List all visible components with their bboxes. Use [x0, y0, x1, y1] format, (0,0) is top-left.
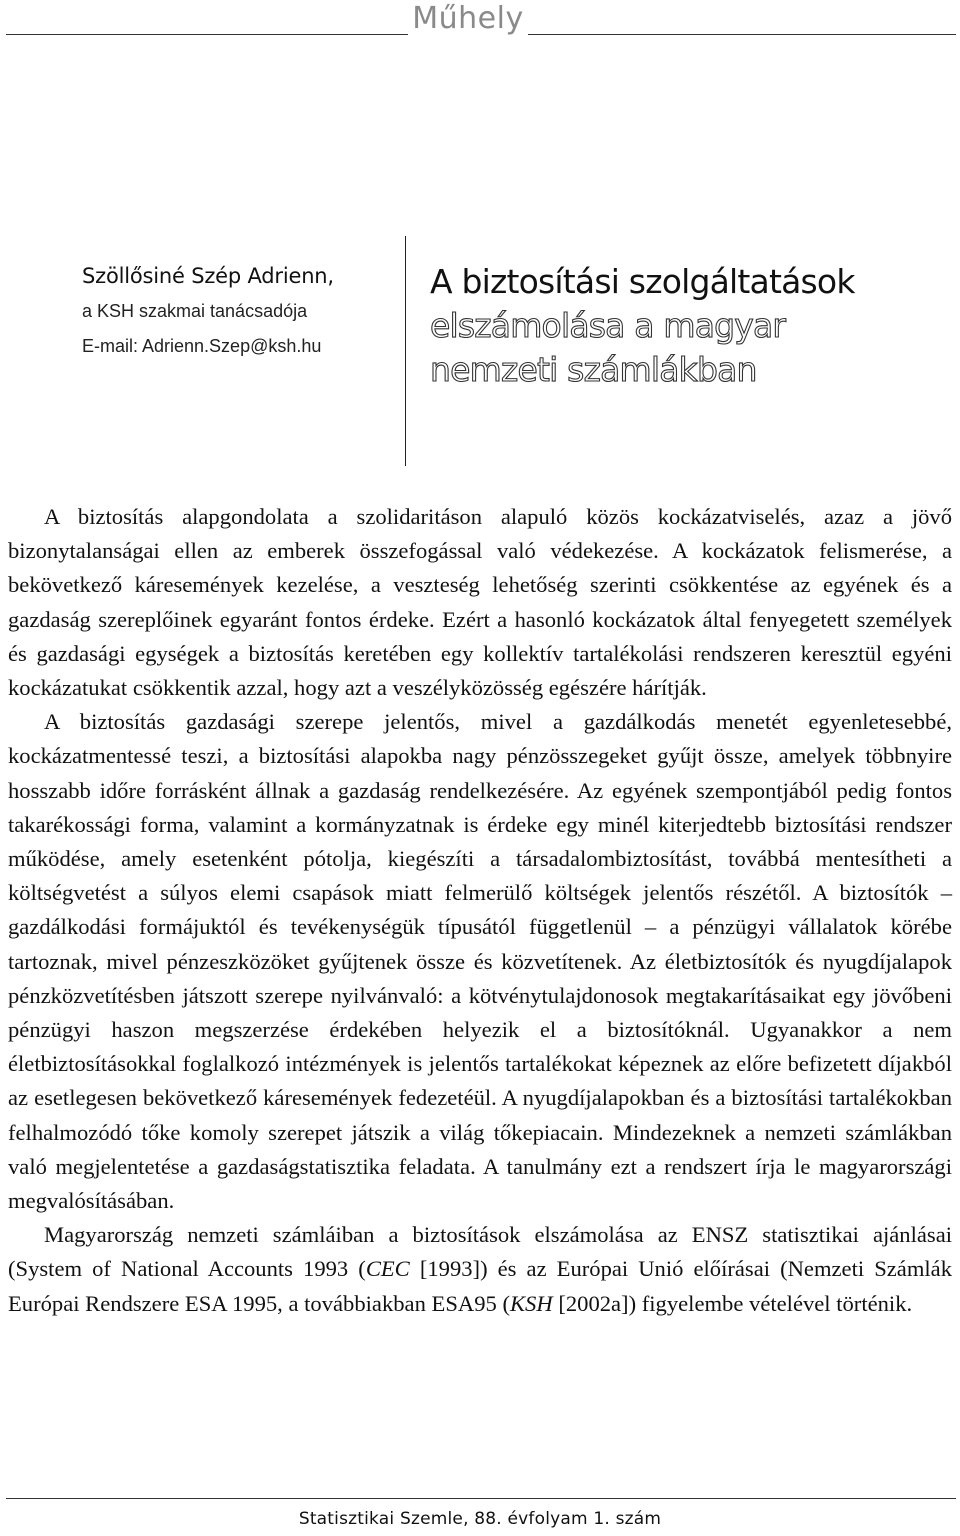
article-body: [8, 500, 952, 1321]
citation-ksh: KSH: [509, 1290, 553, 1316]
paragraph-text: [2002a]) figyelembe vételével történik.: [552, 1290, 913, 1316]
footer-rule: [6, 1498, 956, 1499]
author-email[interactable]: E-mail: Adrienn.Szep@ksh.hu: [82, 336, 322, 356]
section-header: [0, 0, 960, 40]
page-footer: [0, 1496, 960, 1536]
author-block: [82, 258, 382, 364]
author-role: a KSH szakmai tanácsadója: [82, 301, 308, 321]
author-name: Szöllősiné Szép Adrienn,: [82, 264, 334, 288]
article-title: [430, 260, 950, 392]
body-paragraph: A biztosítás alapgondolata a szolidaritáson alapuló közös kockázatviselés, azaz a jövő bizonytalanságai ellen az emberek összefogással való védekezése. A kockázatok felismerése, a bekövetkező káresemények kezelése, a veszteség lehetőség szerinti csökkentése az egyének és a gazdaság szereplőinek egyaránt fontos érdeke. Ezért a hasonló kockázatok által fenyegetett személyek és gazdasági egységek a biztosítás keretében egy kollektív tartalékolási rendszeren keresztül egyéni kockázatukat csökkentik azzal, hogy azt a veszélyközösség egészére hárítják.: [8, 504, 952, 701]
paragraph-text: [1993]) és az Európai Unió előírásai (Nemzeti Számlák Európai Rendszere ESA 1995, a továbbiakban ESA95 (: [8, 1256, 953, 1316]
body-paragraph: A biztosítás gazdasági szerepe jelentős, mivel a gazdálkodás menetét egyenletesebbé, kockázatmentessé teszi, a biztosítási alapokba nagy pénzösszegeket gyűjt össze, amelyek többnyire hosszabb időre forrásként állnak a gazdaság rendelkezésére. Az egyének szempontjából pedig fontos takarékossági forma, valamint a kormányzatnak is érdeke egy minél kiterjedtebb biztosítási rendszer működése, amely esetenként pótolja, kiegészíti a társadalombiztosítást, továbbá mentesítheti a költségvetést a súlyos elemi csapások miatt felmerülő költségek jelentős részétől. A biztosítók – gazdálkodási formájuktól és tevékenységük típusától függetlenül – a pénzügyi vállalatok körébe tartoznak, mivel pénzeszközöket gyűjtenek össze és közvetítenek. Az életbiztosítók és nyugdíjalapok pénzközvetítésben játszott szerepe nyilvánvaló: a kötvénytulajdonosok megtakarításaikat egy jövőbeni pénzügyi haszon megszerzése érdekében helyezik el a biztosítóknál. Ugyanakkor a nem életbiztosításokkal foglalkozó intézmények is jelentős tartalékokat képeznek az előre befizetett díjakból az esetlegesen bekövetkező káresemények fedezetéül. A nyugdíjalapokban és a biztosítási tartalékokban felhalmozódó tőke komoly szerepet játszik a világ tőkepiacain. Mindezeknek a nemzeti számlákban való megjelentetése a gazdaságstatisztika feladata. A tanulmány ezt a rendszert írja le magyarországi megvalósításában.: [8, 709, 952, 1214]
title-line-2: elszámolása a magyar: [430, 306, 786, 345]
citation-cec: CEC: [365, 1256, 410, 1282]
paragraph-text: Magyarország nemzeti számláiban a biztosítások elszámolása az ENSZ statisztikai ajánlásai (System of National Accounts 1993 (: [8, 1222, 952, 1282]
section-title: Műhely: [412, 1, 524, 36]
body-paragraph-last: [8, 1218, 952, 1321]
header-rule-right: [528, 34, 956, 35]
title-line-1: A biztosítási szolgáltatások: [430, 262, 855, 301]
vertical-divider: [405, 236, 406, 466]
title-line-3: nemzeti számlákban: [430, 350, 757, 389]
header-rule-left: [6, 34, 408, 35]
footer-journal-info: Statisztikai Szemle, 88. évfolyam 1. szám: [298, 1509, 662, 1529]
